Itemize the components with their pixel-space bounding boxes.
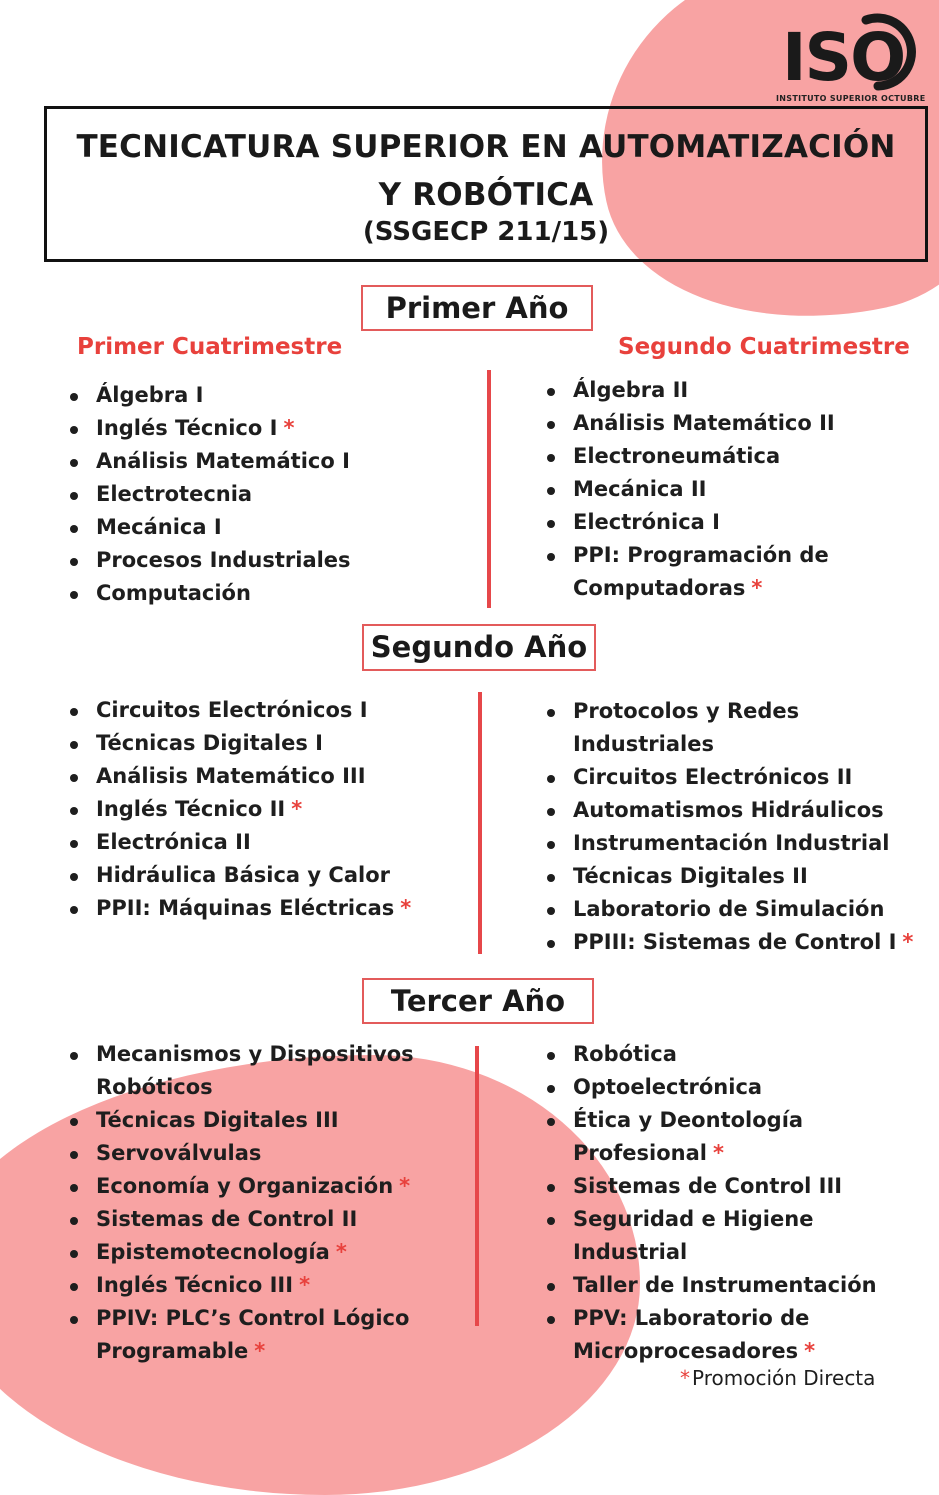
subject-item — [545, 761, 915, 794]
subject-name: Electrónica II — [96, 830, 251, 854]
subject-name: Electrotecnia — [96, 482, 253, 506]
program-title: TECNICATURA SUPERIOR EN AUTOMATIZACIÓN Y ROBÓTICA — [76, 129, 896, 213]
subject-item — [545, 1269, 930, 1302]
subject-name: Mecánica I — [96, 515, 222, 539]
subject-name: Mecanismos y Dispositivos Robóticos — [96, 1042, 414, 1099]
subject-name: Inglés Técnico II — [96, 797, 286, 821]
subject-name: Laboratorio de Simulación — [573, 897, 885, 921]
subject-item — [68, 1137, 418, 1170]
subject-name: Economía y Organización — [96, 1174, 394, 1198]
promotion-star: * — [283, 416, 295, 440]
promotion-star: * — [804, 1339, 816, 1363]
subject-name: Análisis Matemático II — [573, 411, 835, 435]
promotion-star: * — [299, 1273, 311, 1297]
promotion-star: * — [400, 896, 412, 920]
year-label-3: Tercer Año — [362, 978, 594, 1024]
subject-name: Técnicas Digitales II — [573, 864, 808, 888]
subject-name: Álgebra I — [96, 383, 204, 407]
term-heading-second: Segundo Cuatrimestre — [618, 334, 910, 360]
subject-item — [68, 412, 468, 445]
subject-name: Epistemotecnología — [96, 1240, 330, 1264]
subject-item — [68, 511, 468, 544]
subject-name: Procesos Industriales — [96, 548, 351, 572]
subject-item — [545, 1170, 930, 1203]
subject-item — [545, 860, 915, 893]
subject-item — [545, 1302, 930, 1368]
subject-item — [545, 827, 915, 860]
subject-name: Hidráulica Básica y Calor — [96, 863, 390, 887]
subject-list-year1-term2 — [545, 374, 845, 605]
subject-name: Seguridad e Higiene Industrial — [573, 1207, 814, 1264]
subject-name: Sistemas de Control II — [96, 1207, 358, 1231]
subject-name: Sistemas de Control III — [573, 1174, 843, 1198]
subject-item — [545, 374, 845, 407]
subject-list-year2-term1 — [68, 694, 468, 925]
subject-name: Técnicas Digitales I — [96, 731, 323, 755]
subject-item — [68, 577, 468, 610]
subject-name: Electrónica I — [573, 510, 720, 534]
subject-name: Instrumentación Industrial — [573, 831, 890, 855]
subject-name: Análisis Matemático I — [96, 449, 350, 473]
subject-item — [68, 478, 468, 511]
subject-name: PPII: Máquinas Eléctricas — [96, 896, 395, 920]
promotion-star: * — [713, 1141, 724, 1165]
subject-name: Ética y Deontología Profesional — [573, 1108, 804, 1165]
column-divider — [487, 370, 491, 608]
subject-name: Automatismos Hidráulicos — [573, 798, 884, 822]
subject-item — [68, 1170, 418, 1203]
subject-item — [545, 695, 915, 761]
year-label-2: Segundo Año — [362, 624, 596, 671]
subject-list-year2-term2 — [545, 695, 915, 959]
subject-item — [545, 1104, 930, 1170]
subject-item — [68, 379, 468, 412]
iso-logo-mark — [780, 8, 930, 92]
subject-item — [545, 1203, 930, 1269]
program-title-box — [44, 106, 928, 262]
subject-item — [545, 473, 845, 506]
program-code: (SSGECP 211/15) — [362, 217, 610, 247]
subject-item — [545, 1071, 930, 1104]
footnote — [680, 1366, 875, 1390]
subject-name: PPI: Programación de Computadoras — [573, 543, 829, 600]
subject-name: Circuitos Electrónicos I — [96, 698, 368, 722]
subject-item — [545, 506, 845, 539]
subject-name: Servoválvulas — [96, 1141, 262, 1165]
logo-mark-text: ISO — [782, 19, 905, 92]
subject-item — [68, 793, 468, 826]
subject-item — [68, 1302, 418, 1368]
subject-name: Electroneumática — [573, 444, 781, 468]
subject-item — [68, 892, 468, 925]
subject-item — [545, 1038, 930, 1071]
column-divider — [478, 692, 482, 954]
column-divider — [475, 1046, 479, 1326]
subject-item — [68, 1203, 418, 1236]
subject-item — [545, 440, 845, 473]
logo-subtitle: INSTITUTO SUPERIOR OCTUBRE — [776, 94, 926, 103]
subject-name: Análisis Matemático III — [96, 764, 366, 788]
subject-name: Inglés Técnico I — [96, 416, 278, 440]
subject-item — [68, 1236, 418, 1269]
term-heading-first: Primer Cuatrimestre — [77, 334, 343, 360]
promotion-star: * — [399, 1174, 411, 1198]
subject-list-year3-term1 — [68, 1038, 418, 1368]
promotion-star: * — [751, 576, 763, 600]
subject-item — [545, 794, 915, 827]
subject-item — [68, 1104, 418, 1137]
subject-item — [68, 445, 468, 478]
subject-name: Optoelectrónica — [573, 1075, 763, 1099]
subject-item — [545, 539, 845, 605]
subject-name: Taller de Instrumentación — [573, 1273, 877, 1297]
subject-item — [68, 1269, 418, 1302]
footnote-text: Promoción Directa — [692, 1366, 876, 1390]
subject-list-year1-term1 — [68, 379, 468, 610]
subject-item — [68, 1038, 418, 1104]
subject-item — [545, 407, 845, 440]
subject-item — [68, 859, 468, 892]
subject-name: Circuitos Electrónicos II — [573, 765, 853, 789]
promotion-star: * — [335, 1240, 347, 1264]
subject-name: Álgebra II — [573, 378, 689, 402]
promotion-star: * — [902, 930, 914, 954]
subject-name: Computación — [96, 581, 251, 605]
subject-item — [545, 926, 915, 959]
subject-item — [68, 544, 468, 577]
subject-list-year3-term2 — [545, 1038, 930, 1368]
subject-item — [68, 760, 468, 793]
subject-item — [68, 727, 468, 760]
subject-name: Robótica — [573, 1042, 677, 1066]
subject-item — [545, 893, 915, 926]
subject-name: PPIV: PLC’s Control Lógico Programable — [96, 1306, 410, 1363]
year-label-1: Primer Año — [361, 285, 593, 331]
subject-item — [68, 826, 468, 859]
subject-name: Mecánica II — [573, 477, 707, 501]
subject-item — [68, 694, 468, 727]
institute-logo — [776, 8, 936, 106]
subject-name: Inglés Técnico III — [96, 1273, 294, 1297]
promotion-star: * — [254, 1339, 266, 1363]
subject-name: Protocolos y Redes Industriales — [573, 699, 800, 756]
promotion-star: * — [291, 797, 303, 821]
subject-name: PPIII: Sistemas de Control I — [573, 930, 897, 954]
subject-name: Técnicas Digitales III — [96, 1108, 339, 1132]
subject-name: PPV: Laboratorio de Microprocesadores — [573, 1306, 810, 1363]
footnote-star: * — [680, 1366, 690, 1390]
